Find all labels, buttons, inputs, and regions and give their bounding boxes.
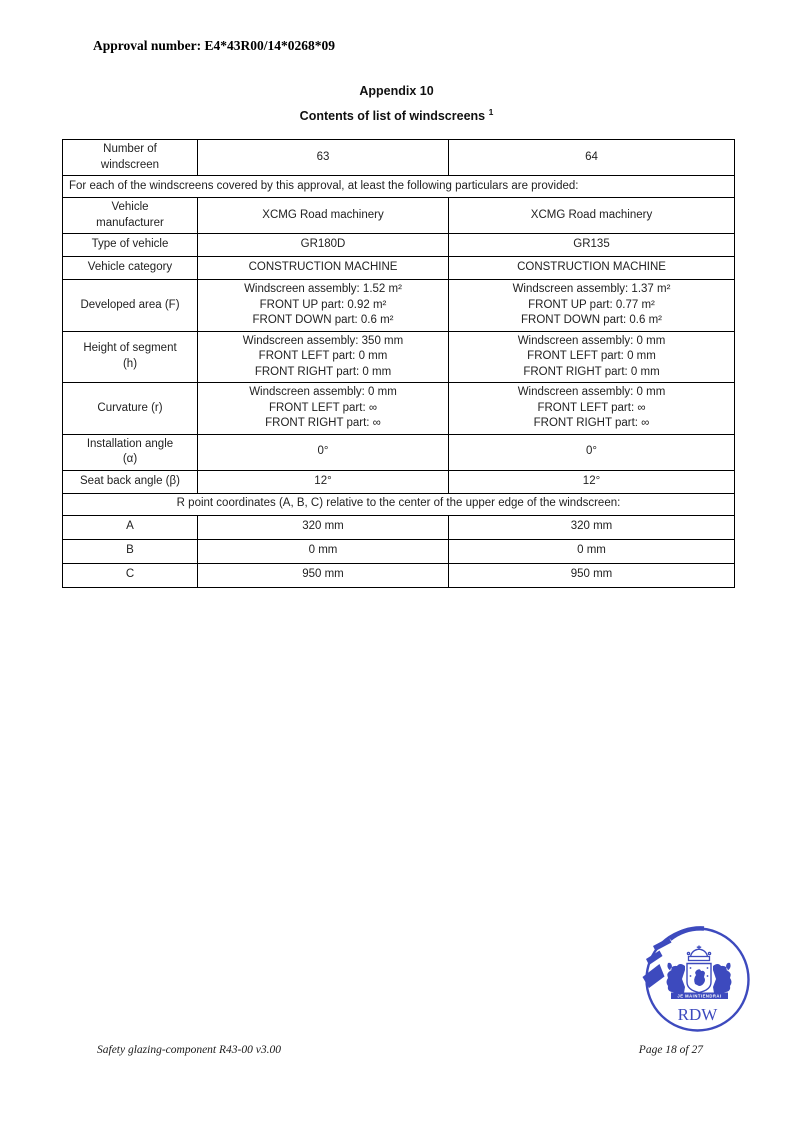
cell-line: 0° [586,445,597,458]
cell-ws63 [198,383,449,435]
cell-line: Curvature (r) [97,401,163,414]
cell-line: Vehicle [111,201,149,213]
cell-line: FRONT RIGHT part: ∞ [265,417,381,429]
cell-line: A [126,520,134,533]
cell-line: FRONT UP part: 0.92 m² [259,298,387,311]
lion-right-icon [713,963,732,993]
table-row-vehicle-category [63,257,735,280]
cell-ws64 [449,383,735,435]
cell-line: manufacturer [96,216,164,229]
row-label-cell [63,434,198,470]
cell-line: Number of [103,143,157,155]
cell-line: 950 mm [302,568,344,581]
shield-icon [687,964,711,993]
lion-left-icon [667,963,686,993]
row-label-cell [63,383,198,435]
windscreen-table [62,139,735,588]
cell-ws63 [198,563,449,587]
cell-ws63 [198,331,449,383]
cell-line: Windscreen assembly: 350 mm [242,334,404,347]
appendix-title: Appendix 10 [359,84,434,98]
cell-line: (h) [122,357,138,370]
page-footer [97,1044,703,1056]
footer-page-number: Page 18 of 27 [638,1044,703,1056]
cell-ws63 [198,257,449,280]
rdw-stamp-icon [640,924,755,1039]
approval-number-line [93,38,335,54]
row-label-cell [63,470,198,493]
motto-banner [671,993,728,1000]
cell-line: (α) [122,453,138,465]
row-label-cell [63,257,198,280]
row-label-cell [63,234,198,257]
cell-line: FRONT LEFT part: ∞ [268,401,378,414]
page-title [0,107,793,123]
title-block [0,84,793,123]
cell-line: FRONT RIGHT part: 0 mm [254,365,392,378]
cell-line: CONSTRUCTION MACHINE [248,261,398,274]
table-row-A [63,515,735,539]
cell-line: FRONT DOWN part: 0.6 m² [252,314,394,326]
table-row-B [63,539,735,563]
cell-ws64 [449,470,735,493]
row-label-cell [63,563,198,587]
cell-ws63 [198,539,449,563]
cell-ws64 [449,234,735,257]
cell-line: Installation angle [86,437,174,450]
cell-line: Windscreen assembly: 0 mm [517,386,666,398]
row-label-cell [63,331,198,383]
table-row-developed-area [63,280,735,332]
cell-ws64 [449,280,735,332]
cell-line: Windscreen assembly: 0 mm [517,334,666,347]
table-row-C [63,563,735,587]
table-row-vehicle-manufacturer [63,198,735,234]
table-row-seat-back-angle [63,470,735,493]
cell-ws64 [449,515,735,539]
swoosh-icon [670,928,704,939]
cell-line: FRONT DOWN part: 0.6 m² [521,314,662,326]
table-row-note [63,176,735,198]
cell-ws64 [449,140,735,176]
cell-line: 64 [585,150,598,163]
cell-ws64 [449,539,735,563]
lion-rampant-icon [694,969,705,986]
cell-line: Seat back angle (β) [80,474,180,487]
row-label-cell [63,198,198,234]
cell-line: 12° [314,474,332,487]
cell-line: FRONT LEFT part: 0 mm [527,350,656,362]
table-row-installation-angle [63,434,735,470]
cell-line: windscreen [100,158,160,171]
cell-line: 63 [316,150,330,163]
cell-line: Windscreen assembly: 1.52 m² [244,283,402,295]
footer-document-id: Safety glazing-component R43-00 v3.00 [97,1044,281,1056]
row-label-cell [63,140,198,176]
cell-line: FRONT LEFT part: 0 mm [258,350,388,362]
cell-line: 12° [582,474,601,487]
table-row-number-of-windscreen [63,140,735,176]
table-row-rpoint-note [63,493,735,515]
cell-ws63 [198,470,449,493]
cell-ws64 [449,198,735,234]
table-row-height-of-segment [63,331,735,383]
cell-line: 320 mm [302,520,344,533]
cell-line: B [126,544,134,557]
cell-line: 0 mm [308,544,338,557]
page-title-text: Contents of list of windscreens [299,109,486,124]
cell-line: CONSTRUCTION MACHINE [517,261,666,274]
cell-ws63 [198,198,449,234]
approval-number-label: Approval number: [93,38,202,53]
row-label-cell [63,515,198,539]
cell-line: Type of vehicle [91,238,169,251]
cell-line: 0 mm [577,544,606,557]
cell-line: FRONT LEFT part: ∞ [537,401,646,414]
cell-line: FRONT RIGHT part: 0 mm [523,365,660,378]
cell-ws64 [449,434,735,470]
title-footnote-marker: 1 [488,107,494,117]
table-row-type-of-vehicle [63,234,735,257]
cell-line: Vehicle category [87,261,173,274]
cell-line: GR180D [300,238,346,251]
crown-icon [687,946,710,961]
cell-ws64 [449,563,735,587]
row-label-cell [63,280,198,332]
cell-line: XCMG Road machinery [530,208,653,221]
cell-line: C [125,568,135,581]
cell-ws64 [449,331,735,383]
cell-ws64 [449,257,735,280]
rdw-text: RDW [677,1005,718,1024]
span-note-cell: For each of the windscreens covered by this approval, at least the following particulars are provided: [63,176,735,198]
row-label-cell [63,539,198,563]
cell-line: Height of segment [83,342,177,355]
cell-line: 950 mm [570,568,613,581]
cell-line: FRONT RIGHT part: ∞ [533,417,650,429]
cell-line: Windscreen assembly: 0 mm [249,386,397,398]
cell-ws63 [198,140,449,176]
cell-line: 0° [317,445,329,458]
cell-line: GR135 [573,238,610,251]
cell-line: Windscreen assembly: 1.37 m² [512,283,671,295]
approval-number-value: E4*43R00/14*0268*09 [204,38,336,53]
motto-text: JE MAINTIENDRAI [677,993,722,999]
cell-ws63 [198,515,449,539]
span-note-cell: R point coordinates (A, B, C) relative to the center of the upper edge of the windscreen: [63,493,735,515]
cell-line: XCMG Road machinery [262,208,384,221]
cell-ws63 [198,234,449,257]
cell-line: Developed area (F) [80,298,180,311]
table-row-curvature [63,383,735,435]
cell-line: FRONT UP part: 0.77 m² [528,298,655,311]
cell-line: 320 mm [570,520,613,533]
cell-ws63 [198,280,449,332]
cell-ws63 [198,434,449,470]
rdw-stamp [640,924,755,1039]
